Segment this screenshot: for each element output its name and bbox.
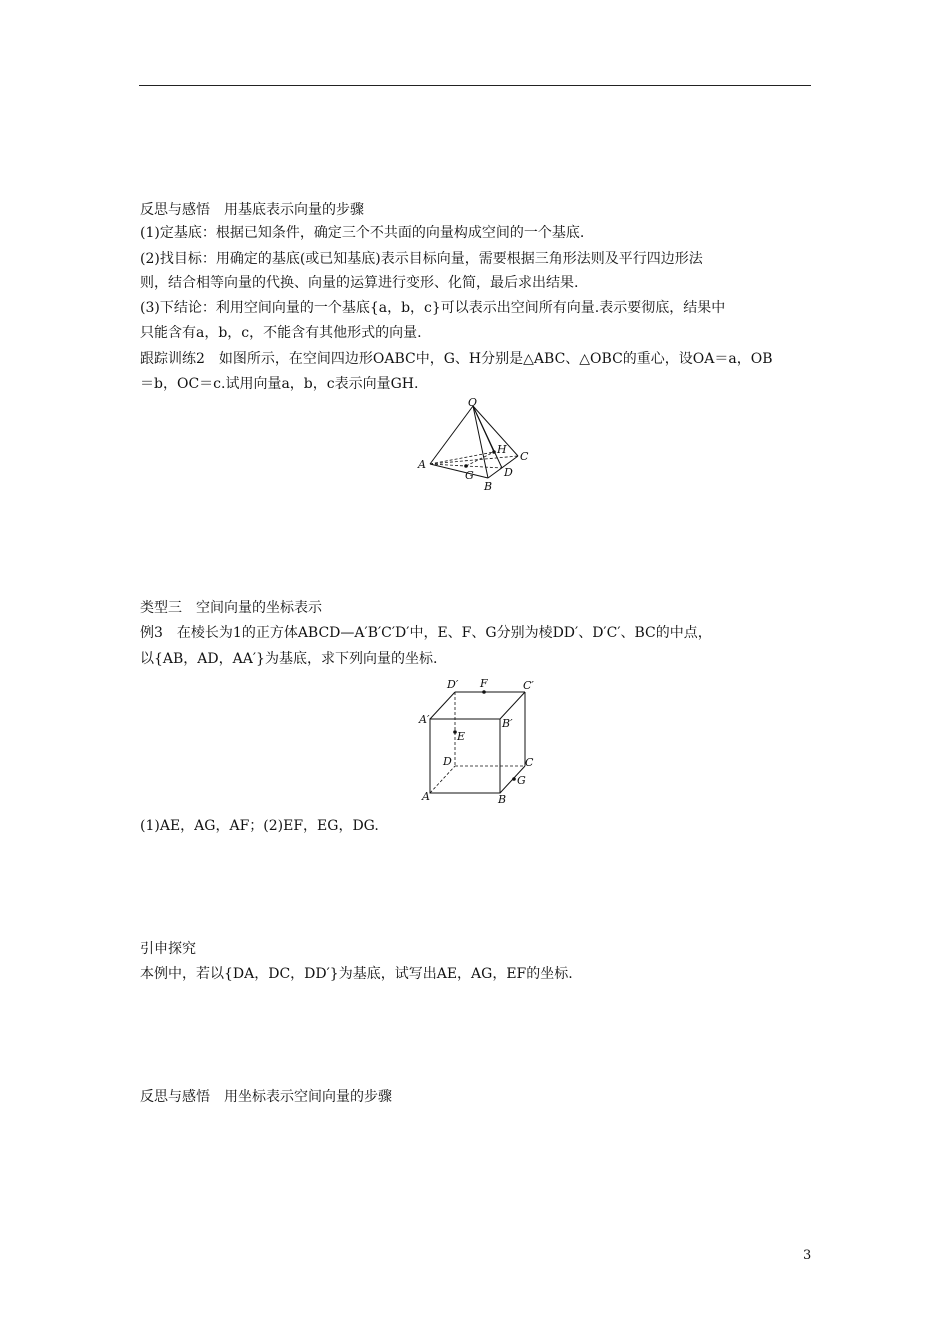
page-number: 3	[803, 1248, 812, 1263]
label-H: H	[497, 443, 507, 456]
step-3-line-2: 只能含有a，b，c，不能含有其他形式的向量.	[140, 325, 422, 341]
label-B: B	[498, 793, 507, 806]
label-E: E	[457, 730, 466, 743]
label-A-prime: A′	[419, 713, 430, 726]
label-O: O	[468, 396, 478, 409]
example-3-line-2: 以{AB，AD，AA′}为基底，求下列向量的坐标.	[140, 651, 438, 667]
label-D: D	[504, 466, 513, 479]
tetrahedron-figure	[410, 396, 540, 496]
label-D-prime: D′	[447, 678, 459, 691]
label-C: C	[520, 450, 529, 463]
reflection-heading-2: 反思与感悟 用坐标表示空间向量的步骤	[140, 1089, 392, 1105]
example-3-line-1: 例3 在棱长为1的正方体ABCD—A′B′C′D′中，E、F、G分别为棱DD′、D′C′、BC的中点，	[140, 625, 712, 641]
label-G: G	[517, 774, 526, 787]
cube-figure	[415, 674, 545, 809]
type-3-heading: 类型三 空间向量的坐标表示	[140, 600, 322, 616]
label-C-prime: C′	[523, 679, 534, 692]
label-B-prime: B′	[502, 717, 513, 730]
label-A: A	[418, 458, 426, 471]
step-2-line-1: (2)找目标：用确定的基底(或已知基底)表示目标向量，需要根据三角形法则及平行四边形法	[140, 251, 703, 267]
reflection-heading-1: 反思与感悟 用基底表示向量的步骤	[140, 202, 364, 218]
label-F: F	[480, 677, 488, 690]
step-3-line-1: (3)下结论：利用空间向量的一个基底{a，b，c}可以表示出空间所有向量.表示要彻底，结果中	[140, 300, 726, 316]
extension-heading: 引申探究	[140, 941, 196, 957]
label-C: C	[525, 756, 534, 769]
header-rule	[139, 85, 811, 86]
label-A: A	[422, 790, 430, 803]
extension-text: 本例中，若以{DA，DC，DD′}为基底，试写出AE，AG，EF的坐标.	[140, 966, 573, 982]
label-D: D	[443, 755, 452, 768]
exercise-2-line-2: ＝b，OC＝c.试用向量a，b，c表示向量GH.	[140, 376, 419, 392]
step-1: (1)定基底：根据已知条件，确定三个不共面的向量构成空间的一个基底.	[140, 225, 585, 241]
label-B: B	[484, 480, 493, 493]
example-3-questions: (1)AE，AG，AF；(2)EF，EG，DG.	[140, 818, 379, 834]
label-G: G	[465, 469, 474, 482]
exercise-2-line-1: 跟踪训练2 如图所示，在空间四边形OABC中，G、H分别是△ABC、△OBC的重心，设OA＝a，OB	[140, 351, 773, 367]
step-2-line-2: 则，结合相等向量的代换、向量的运算进行变形、化简，最后求出结果.	[140, 275, 579, 291]
